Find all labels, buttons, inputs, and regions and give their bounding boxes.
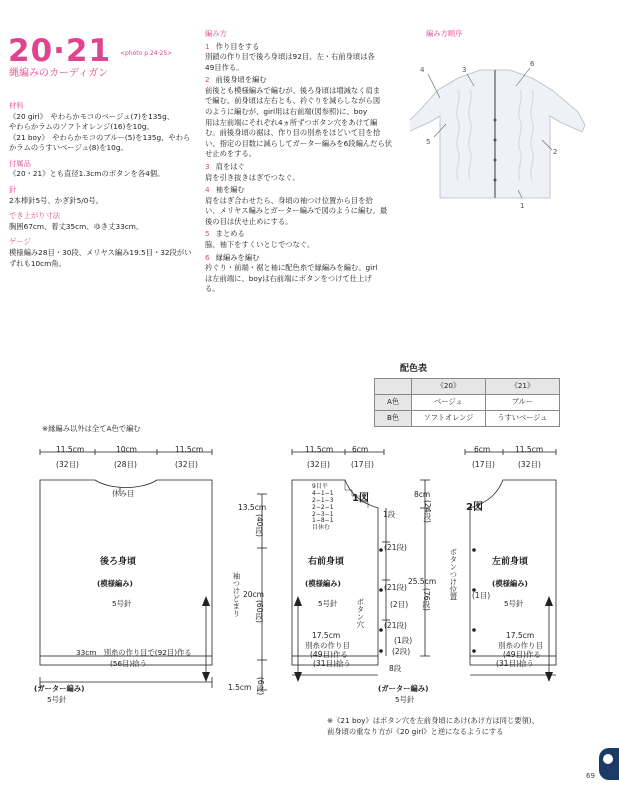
rf-needle: 5号針	[318, 599, 338, 608]
dim-1-5: 1.5cm	[228, 683, 252, 692]
back-width-2-sts: (28目)	[114, 460, 137, 469]
color-table-title: 配色表	[400, 364, 428, 374]
dim-25-5: 25.5cm	[408, 577, 437, 586]
back-width-3: 11.5cm	[175, 445, 204, 454]
dim-13-5-rows: (40段)	[254, 514, 264, 537]
order-num: 3	[462, 66, 467, 74]
method-step-number: 2	[205, 75, 210, 85]
rf-figure-label: 1図	[352, 493, 369, 504]
accessories-text: 《20・21》とも直径1.3cmのボタンを各4個。	[9, 169, 165, 179]
rf-rows: (21段)	[384, 621, 407, 630]
method-step-text: い、メリヤス編みとガーター編みで図のように編む。最	[205, 206, 388, 216]
color-table-corner	[375, 379, 412, 395]
method-step-text: 肩を引き抜きはぎでつなぐ。	[205, 172, 300, 182]
rf-width-2-sts: (17目)	[351, 460, 374, 469]
rf-decrease-line: 2−3−1	[312, 510, 334, 518]
size-heading: でき上がり寸法	[9, 211, 61, 221]
back-bottom: 33cm 別糸の作り目で(92目)作る	[76, 648, 192, 657]
rf-width-2: 6cm	[352, 445, 369, 454]
method-step-number: 1	[205, 41, 210, 51]
rf-rows: (1段)	[394, 636, 413, 645]
rf-decrease-line: 2−1−3	[312, 496, 334, 504]
size-text: 胸囲67cm、着丈35cm、ゆき丈33cm。	[9, 221, 144, 231]
lf-needle: 5号針	[504, 599, 524, 608]
materials-line: かラムのうすいベージュ(8)を10g。	[9, 143, 128, 153]
accessories-heading: 付属品	[9, 158, 31, 168]
back-width-3-sts: (32目)	[175, 460, 198, 469]
dim-8: 8cm	[414, 490, 431, 499]
lf-bottom-1: 17.5cm	[506, 631, 535, 640]
order-illustration	[410, 40, 590, 210]
lf-bottom-3: (49目)作る	[503, 650, 541, 659]
method-step-title: 袖を編む	[215, 185, 245, 195]
method-step-text: 脇、袖下をすくいとじでつなぐ。	[205, 239, 315, 249]
rf-garter: (ガーター編み)	[378, 684, 429, 693]
rf-decrease-table	[312, 484, 334, 532]
method-step-text: 別鎖の作り目で後ろ身頃は92目、左・右前身頃は各	[205, 52, 375, 62]
method-step-number: 5	[205, 229, 210, 239]
dim-20: 20cm	[243, 590, 264, 599]
method-step-title: 前後身頃を編む	[215, 75, 267, 85]
page-tab-icon	[599, 748, 619, 780]
rf-buttonhole: ボタン穴	[355, 598, 365, 628]
lf-pick: (31目)拾う	[496, 659, 534, 668]
color-table	[374, 378, 560, 427]
dim-1-5-rows: (6段)	[255, 677, 265, 696]
color-table-cell: ソフトオレンジ	[412, 411, 486, 427]
method-step-title: 作り目をする	[215, 41, 260, 51]
lf-one-st: (1目)	[472, 591, 491, 600]
lf-pattern: (模様編み)	[492, 579, 528, 588]
back-rest-label: 休み目	[112, 489, 135, 498]
dim-8-rows: (24段)	[422, 500, 432, 523]
method-step-heading	[205, 75, 400, 86]
rf-width-1: 11.5cm	[305, 445, 334, 454]
method-title: 編み方	[205, 29, 227, 38]
color-table-header: 《20》	[412, 379, 486, 395]
materials-line: 《20 girl》 やわらかモコのベージュ(7)を135g、	[9, 111, 174, 121]
rf-rows: (21段)	[384, 583, 407, 592]
back-pick: (56目)拾う	[110, 659, 147, 668]
photo-reference: <photo p.24·25>	[120, 50, 173, 57]
pattern-number: 20·21	[8, 33, 112, 69]
materials-line: やわらかラムのソフトオレンジ(16)を10g。	[9, 122, 154, 132]
materials-block	[9, 96, 194, 269]
rf-pattern: (模様編み)	[305, 579, 341, 588]
method-step-text: せ止めをする。	[205, 149, 257, 159]
rf-one-row: 1段	[383, 510, 396, 519]
rf-rows: (2段)	[392, 647, 411, 656]
lf-bottom-2: 別糸の作り目	[498, 641, 543, 650]
method-step-title: 肩をはぐ	[215, 161, 245, 171]
order-num: 1	[520, 202, 525, 210]
rf-decrease-line: 2−2−1	[312, 503, 334, 511]
method-step-heading	[205, 253, 400, 264]
method-step-text: 肩をはぎ合わせたら、身頃の袖つけ位置から目を拾	[205, 195, 373, 205]
back-width-2: 10cm	[116, 445, 137, 454]
lf-width-2-sts: (32目)	[518, 460, 541, 469]
back-width-1: 11.5cm	[56, 445, 85, 454]
method-step-text: い、指定の目数に減らしてガーター編みを6段編んだら伏	[205, 138, 393, 148]
lf-width-1-sts: (17目)	[472, 460, 495, 469]
needles-text: 2本棒針5号、かぎ針5/0号。	[9, 195, 103, 205]
rf-eight-rows: 8段	[389, 664, 402, 673]
method-step-number: 6	[205, 252, 210, 262]
rf-garter-needle: 5号針	[395, 695, 415, 704]
method-step-title: まとめる	[215, 229, 245, 239]
rf-rows: (21段)	[384, 543, 407, 552]
method-block	[205, 29, 400, 295]
method-step-text: 衿ぐり・前端・裾と袖に配色糸で縁編みを編む。girl	[205, 263, 378, 273]
footnote	[327, 716, 539, 737]
dim-25-5-rows: (76段)	[421, 588, 431, 611]
color-table-key: A色	[375, 395, 412, 411]
method-step-text: 49目作る。	[205, 62, 244, 72]
method-step-text: 後の目は伏せ止めにする。	[205, 216, 293, 226]
back-needle: 5号針	[112, 599, 132, 608]
gauge-line: 模様編み28目・30段、メリヤス編み19.5目・32段がい	[9, 247, 192, 257]
order-num: 5	[426, 138, 431, 146]
method-step-heading	[205, 42, 400, 53]
gauge-line: ずれも10cm角。	[9, 258, 66, 268]
color-table-key: B色	[375, 411, 412, 427]
gauge-heading: ゲージ	[9, 237, 31, 247]
note-top: ※縁編み以外は全てA色で編む	[42, 424, 141, 433]
back-pattern: (模様編み)	[97, 579, 133, 588]
back-garter: (ガーター編み)	[34, 684, 85, 693]
rf-decrease-line: 1−8−1	[312, 517, 334, 525]
rf-name: 右前身頃	[308, 557, 345, 567]
order-num: 6	[530, 60, 535, 68]
page-number: 69	[586, 772, 595, 780]
color-table-cell: うすいベージュ	[485, 411, 559, 427]
color-table-cell: ベージュ	[412, 395, 486, 411]
method-step-text: は左前端に、boyは右前端にボタンをつけて仕上げ	[205, 273, 372, 283]
rf-bottom-1: 17.5cm	[312, 631, 341, 640]
back-name: 後ろ身頃	[100, 557, 137, 567]
method-step-text: 用は左前端にそれぞれ4ヵ所ずつボタン穴をあけて編	[205, 117, 378, 127]
lf-name: 左前身頃	[492, 557, 529, 567]
method-step-text: のように編むが、girl用は右前端(図参照)に、boy	[205, 107, 368, 117]
method-step-number: 4	[205, 185, 210, 195]
color-table-header: 《21》	[485, 379, 559, 395]
order-num: 2	[553, 148, 558, 156]
needles-heading: 針	[9, 185, 17, 195]
materials-heading: 材料	[9, 101, 24, 110]
lf-figure-label: 2図	[466, 502, 483, 513]
dim-20-rows: (60段)	[254, 600, 264, 623]
rf-bottom-2: 別糸の作り目	[305, 641, 350, 650]
method-step-title: 縁編みを編む	[215, 252, 260, 262]
rf-pick: (31目)拾う	[313, 659, 351, 668]
lf-button-position: ボタンつけ位置	[448, 548, 458, 601]
armhole-label: 袖つけどまり	[231, 572, 241, 617]
materials-line: 《21 boy》 やわらかモコのブルー(5)を135g、やわら	[9, 132, 191, 142]
footnote-line: ※《21 boy》はボタン穴を左前身頃にあけ(あけ方は同じ要領)、	[327, 716, 539, 725]
method-step-heading	[205, 185, 400, 196]
dim-13-5: 13.5cm	[238, 503, 267, 512]
method-step-heading	[205, 229, 400, 240]
rf-decrease-line: 4−1−1	[312, 489, 334, 497]
rf-decrease-line: 9目平	[312, 483, 328, 490]
back-width-1-sts: (32目)	[56, 460, 79, 469]
method-step-text: る。	[205, 284, 220, 294]
method-step-text: で編む。前身頃は左右とも、衿ぐりを減らしながら図	[205, 96, 381, 106]
rf-width-1-sts: (32目)	[307, 460, 330, 469]
footnote-line: 前身頃の重なり方が《20 girl》と逆になるようにする	[327, 726, 504, 736]
lf-width-1: 6cm	[474, 445, 491, 454]
rf-bottom-3: (49目)作る	[310, 650, 348, 659]
method-step-number: 3	[205, 161, 210, 171]
order-title: 編み方順序	[426, 29, 463, 38]
order-num: 4	[420, 66, 425, 74]
color-table-cell: ブルー	[485, 395, 559, 411]
rf-decrease-line: 目休む	[312, 524, 331, 532]
back-garter-needle: 5号針	[47, 695, 67, 704]
pattern-subtitle: 縄編みのカーディガン	[9, 68, 109, 79]
lf-width-2: 11.5cm	[515, 445, 544, 454]
method-step-text: む。前後身頃の裾は、作り目の別糸をほどいて目を拾	[205, 128, 381, 138]
method-step-text: 前後とも模様編みで編むが、後ろ身頃は増減なく肩ま	[205, 85, 381, 95]
rf-rows: (2目)	[390, 600, 409, 609]
method-step-heading	[205, 162, 400, 173]
